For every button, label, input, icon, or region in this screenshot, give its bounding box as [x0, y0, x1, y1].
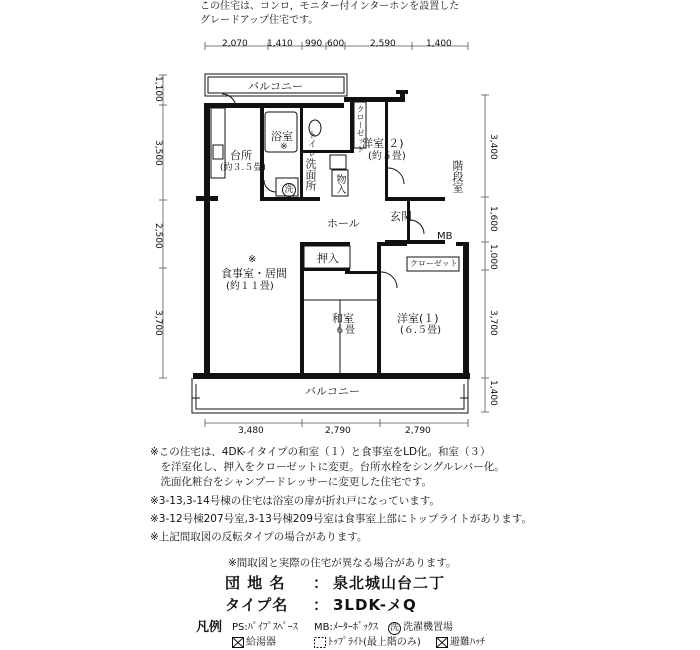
dim-left-1: 1,100 [153, 76, 163, 102]
legend-heater: 給湯器 [246, 637, 276, 648]
dim-bottom-3: 2,790 [405, 426, 431, 436]
kitchen-size: (約３.５畳) [220, 163, 266, 173]
dim-top-3: 990 [305, 39, 323, 49]
dim-top-6: 1,400 [426, 39, 452, 49]
closet-vertical-label: クローゼット [356, 105, 365, 153]
closet-label: クローゼット [410, 259, 458, 268]
interior-walls [260, 102, 445, 378]
complex-name-colon: ： [313, 574, 330, 592]
dim-left-3: 2,500 [153, 223, 163, 249]
entrance-label: 玄関 [390, 210, 412, 223]
note-6: ※上記間取図の反転タイプの場合があります。 [150, 531, 368, 543]
dim-left-4: 3,700 [153, 310, 163, 336]
dim-top-5: 2,590 [370, 39, 396, 49]
heater-icon [232, 637, 244, 648]
note-1: ※この住宅は、4DK-イタイプの和室（１）と食事室をLD化。和室（３） [150, 446, 491, 458]
dim-top-2: 1,410 [267, 39, 293, 49]
legend-hatch: 避難ﾊｯﾁ [450, 637, 485, 648]
legend-ps: PS:ﾊﾟｲﾌﾟｽﾍﾟｰｽ [232, 622, 298, 633]
oshiire-label: 押入 [317, 252, 339, 265]
kitchen-label: 台所 [230, 149, 252, 162]
dim-bottom-2: 2,790 [325, 426, 351, 436]
dim-top-1: 2,070 [222, 39, 248, 49]
hatch-icon [436, 637, 448, 648]
western2-label: 洋室(２) [362, 137, 404, 150]
complex-name-label: 団 地 名 [225, 574, 286, 592]
dining-label: 食事室・居間 [221, 267, 287, 280]
bath-label: 浴室 [271, 130, 293, 143]
type-name-colon: ： [313, 596, 330, 614]
balcony-bottom-label: バルコニー [305, 385, 360, 398]
dining-size: (約１１畳) [226, 281, 274, 292]
complex-name-value: 泉北城山台二丁 [333, 574, 446, 592]
washer-legend-icon: 洗 [389, 623, 399, 633]
bath-note-mark: ※ [280, 142, 288, 152]
note-5: ※3-12号棟207号室,3-13号棟209号室は食事室上部にトップライトがあります。 [150, 513, 532, 525]
storage-label: 物入 [334, 174, 345, 194]
western1-label: 洋室(１) [397, 312, 439, 325]
washroom-label: 洗面所 [304, 158, 317, 191]
header-line-2: グレードアップ住宅です。 [200, 15, 319, 26]
western2-size: (約５畳) [368, 151, 406, 162]
note-4: ※3-13,3-14号棟の住宅は浴室の扉が折れ戸になっています。 [150, 495, 440, 507]
tatami-lines [304, 300, 377, 373]
type-name-label: タイプ名 [225, 596, 289, 614]
dim-bottom-1: 3,480 [238, 426, 264, 436]
legend-mb: MB:ﾒｰﾀｰﾎﾞｯｸｽ [314, 622, 378, 633]
note-3: 洗面化粧台をシャンプードレッサーに変更した住宅です。 [150, 476, 433, 488]
washer-icon: 洗 [282, 183, 296, 197]
dim-right-3: 1,000 [488, 244, 498, 270]
dim-left-2: 3,500 [153, 140, 163, 166]
japanese-size: ６畳 [335, 325, 355, 336]
mb-label: MB [437, 231, 453, 242]
balcony-top-label: バルコニー [248, 80, 303, 93]
hall-label: ホール [327, 217, 360, 230]
legend-title: 凡例 [196, 620, 223, 635]
note-2: を洋室化し、押入をクローゼットに変更。台所水栓をシングルレバー化。 [150, 461, 505, 473]
washbasin [330, 155, 346, 169]
japanese-label: 和室 [332, 312, 354, 325]
type-name-value: 3LDK-メQ [333, 596, 417, 614]
toplight-icon [314, 637, 326, 648]
toilet-label: トイレ [306, 130, 316, 157]
dim-right-1: 3,400 [488, 134, 498, 160]
dim-right-5: 1,400 [488, 380, 498, 406]
legend-toplight: ﾄｯﾌﾟﾗｲﾄ(最上階のみ) [328, 637, 421, 648]
dim-top-4: 600 [327, 39, 345, 49]
disclaimer: ※間取図と実際の住宅が異なる場合があります。 [228, 557, 457, 569]
header-line-1: この住宅は、コンロ，モニター付インターホンを設置した [200, 1, 460, 12]
western1-size: (６.５畳) [400, 325, 441, 336]
dim-right-2: 1,600 [488, 206, 498, 232]
legend-washer: 洗濯機置場 [403, 622, 453, 633]
dining-note-mark: ※ [248, 254, 257, 265]
stairs-label: 階段室 [451, 160, 464, 193]
dim-right-4: 3,700 [488, 310, 498, 336]
